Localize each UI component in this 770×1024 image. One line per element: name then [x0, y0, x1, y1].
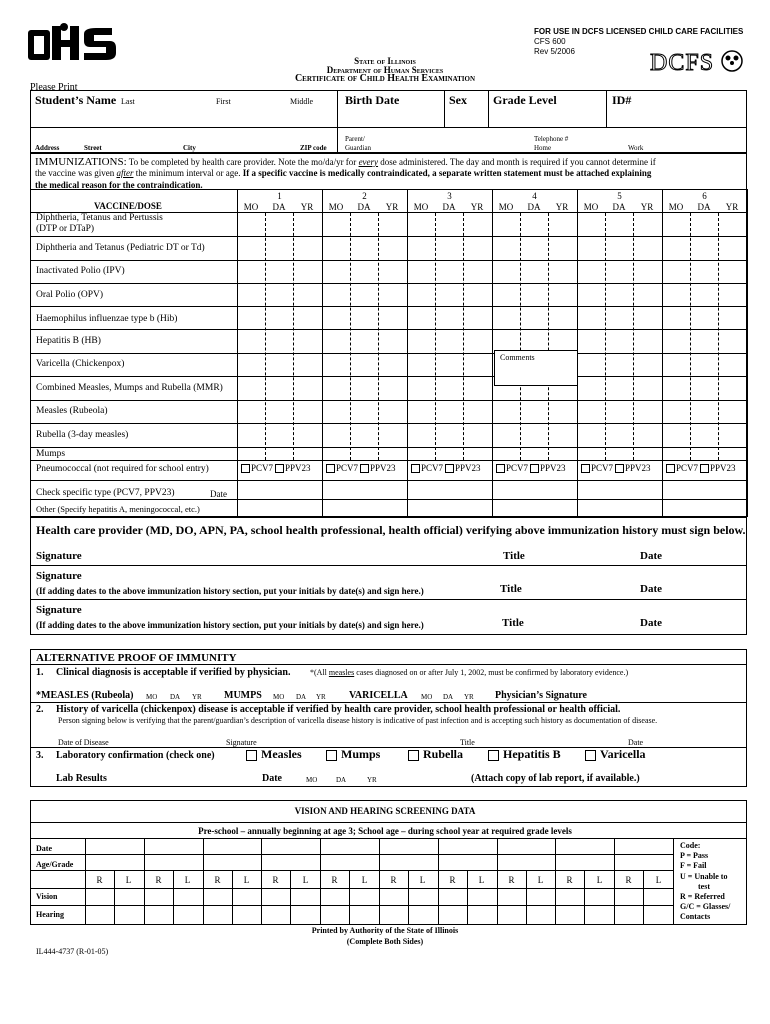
left-ear-eye-label: L — [243, 875, 250, 885]
lab-option-label: Hepatitis B — [503, 747, 561, 761]
vaccine-mmr-label: Combined Measles, Mumps and Rubella (MMR) — [36, 383, 223, 393]
vision-title: VISION AND HEARING SCREENING DATA — [294, 806, 476, 816]
vision-vision-label: Vision — [36, 892, 58, 901]
initials-note-1: (If adding dates to the above immunization history section, put your initials by date(s) and sign here.) — [36, 586, 424, 596]
vaccine-ipv-label: Inactivated Polio (IPV) — [36, 266, 125, 276]
ppv23-label: PPV23 — [625, 463, 651, 473]
dose-number-header: 5 — [617, 191, 622, 201]
vaccine-row-line — [30, 400, 747, 401]
vision-subtitle: Pre-school – annually beginning at age 3; School age – during school year at required grade levels — [198, 826, 572, 836]
vision-date-label: Date — [36, 844, 52, 853]
dose-number-header: 1 — [277, 191, 282, 201]
dose-mo-header: MO — [583, 202, 599, 212]
lab-option — [326, 747, 380, 762]
mumps-da: DA — [296, 693, 307, 701]
ppv23-label: PPV23 — [285, 463, 311, 473]
check-type-date-label: Date — [210, 489, 227, 499]
certificate-title: Certificate of Child Health Examination — [294, 73, 476, 84]
right-ear-eye-label: R — [566, 875, 573, 885]
left-ear-eye-label: L — [184, 875, 191, 885]
left-ear-eye-label: L — [419, 875, 426, 885]
imm-intro-line-3: the medical reason for the contraindication. — [35, 180, 203, 190]
pcv-ppv-choice — [581, 463, 651, 473]
code-line: F = Fail — [680, 861, 707, 871]
alt-date-label: Date — [628, 738, 644, 747]
vaccine-dt-label: Diphtheria and Tetanus (Pediatric DT or Td) — [36, 243, 205, 253]
pcv7-checkbox[interactable] — [666, 464, 675, 473]
dose-da-header: DA — [442, 202, 456, 212]
lab-option — [585, 747, 646, 762]
initials-note-2: (If adding dates to the above immunization history section, put your initials by date(s) and sign here.) — [36, 620, 424, 630]
lab-option-checkbox[interactable] — [585, 750, 596, 761]
lab-option — [246, 747, 302, 762]
dose-mo-header: MO — [328, 202, 344, 212]
vaccine-row-line — [30, 460, 747, 461]
title-2-label: Title — [500, 583, 522, 595]
vaccine-row-line — [30, 353, 747, 354]
vision-row-line — [30, 888, 673, 889]
vaccine-pneumococcal-label: Pneumococcal (not required for school entry) — [36, 464, 209, 474]
imm-intro-2b: after — [116, 168, 134, 178]
left-ear-eye-label: L — [125, 875, 132, 885]
imm-intro-line-1 — [35, 156, 656, 168]
pcv7-label: PCV7 — [336, 463, 359, 473]
form-number: IL444-4737 (R-01-05) — [36, 947, 109, 956]
date-3-label: Date — [640, 617, 662, 629]
imm-heading: IMMUNIZATIONS: — [35, 156, 127, 168]
ppv23-checkbox[interactable] — [530, 464, 539, 473]
please-print: Please Print — [30, 82, 78, 93]
pcv-ppv-choice — [496, 463, 566, 473]
vaccine-row-line — [30, 236, 747, 237]
ppv23-checkbox[interactable] — [445, 464, 454, 473]
work-label: Work — [628, 144, 644, 152]
measles-label: *MEASLES (Rubeola) — [36, 690, 134, 701]
dose-number-header: 2 — [362, 191, 367, 201]
street-label: Street — [84, 144, 102, 152]
lab-mo: MO — [306, 776, 318, 784]
vaccine-check-type-label: Check specific type (PCV7, PPV23) — [36, 488, 175, 498]
date-1-label: Date — [640, 550, 662, 562]
vision-hearing-label: Hearing — [36, 910, 64, 919]
vaccine-row-line — [30, 260, 747, 261]
lab-option-checkbox[interactable] — [488, 750, 499, 761]
vaccine-rubella-label: Rubella (3-day measles) — [36, 430, 129, 440]
ppv23-label: PPV23 — [540, 463, 566, 473]
dose-number-header: 3 — [447, 191, 452, 201]
code-line: G/C = Glasses/ — [680, 902, 731, 912]
vision-row-line — [30, 905, 673, 906]
pcv7-checkbox[interactable] — [241, 464, 250, 473]
lab-option-label: Varicella — [600, 747, 646, 761]
imm-intro-2c: the minimum interval or age. — [133, 168, 243, 178]
last-label: Last — [121, 97, 135, 106]
lab-da: DA — [336, 776, 347, 784]
vaccine-row-line — [30, 306, 747, 307]
left-ear-eye-label: L — [361, 875, 368, 885]
alt-signature-label: Signature — [226, 738, 257, 747]
dose-mo-header: MO — [413, 202, 429, 212]
code-line: Code: — [680, 841, 701, 850]
pcv7-label: PCV7 — [251, 463, 274, 473]
lab-yr: YR — [367, 776, 377, 784]
varicella-history: History of varicella (chickenpox) disease is acceptable if verified by health care provider, school health professional or health official. — [56, 704, 621, 715]
lab-option-checkbox[interactable] — [326, 750, 337, 761]
student-name-label: Student’s Name — [35, 93, 117, 107]
imm-intro-line-2 — [35, 168, 651, 178]
dose-number-header: 6 — [702, 191, 707, 201]
dose-da-header: DA — [357, 202, 371, 212]
lab-results-label: Lab Results — [56, 773, 107, 784]
ppv23-checkbox[interactable] — [700, 464, 709, 473]
dose-number-header: 4 — [532, 191, 537, 201]
mumps-label: MUMPS — [224, 690, 262, 701]
vaccine-varicella-label: Varicella (Chickenpox) — [36, 359, 125, 369]
city-label: City — [183, 144, 196, 152]
parent-label: Parent/ — [345, 135, 365, 143]
mumps-mo: MO — [273, 693, 285, 701]
dose-yr-header: YR — [470, 202, 484, 212]
ppv23-checkbox[interactable] — [275, 464, 284, 473]
code-line: R = Referred — [680, 892, 725, 902]
middle-label: Middle — [290, 97, 314, 106]
use-line-1: FOR USE IN DCFS LICENSED CHILD CARE FACILITIES — [534, 27, 744, 36]
pcv7-label: PCV7 — [506, 463, 529, 473]
right-ear-eye-label: R — [508, 875, 515, 885]
imm-intro-1a: To be completed by health care provider. Note the mo/da/yr for — [128, 157, 359, 167]
pcv7-checkbox[interactable] — [326, 464, 335, 473]
dose-col-divider — [747, 189, 748, 517]
lab-confirmation-label: Laboratory confirmation (check one) — [56, 750, 215, 761]
alt-1-num: 1. — [36, 667, 44, 678]
measles-mo: MO — [146, 693, 158, 701]
vaccine-row-line — [30, 480, 747, 481]
lab-option-checkbox[interactable] — [246, 750, 257, 761]
left-ear-eye-label: L — [655, 875, 662, 885]
alt-title-label: Title — [460, 738, 475, 747]
right-ear-eye-label: R — [449, 875, 456, 885]
left-ear-eye-label: L — [302, 875, 309, 885]
signature-3-label: Signature — [36, 604, 82, 616]
vision-code-legend — [680, 841, 730, 923]
dose-mo-header: MO — [668, 202, 684, 212]
use-line-3: Rev 5/2006 — [534, 47, 575, 56]
mumps-yr: YR — [316, 693, 326, 701]
lab-option-checkbox[interactable] — [408, 750, 419, 761]
vaccine-dtp-sub-label: (DTP or DTaP) — [36, 224, 95, 234]
guardian-label: Guardian — [345, 144, 372, 152]
pcv7-label: PCV7 — [591, 463, 614, 473]
vision-age-label: Age/Grade — [36, 860, 74, 869]
person-signing-note: Person signing below is verifying that the parent/guardian’s description of varicella disease history is indicative of past infection and is accepting such history as documentation of disease. — [58, 716, 658, 725]
vaccine-row-line — [30, 283, 747, 284]
title-3-label: Title — [502, 617, 524, 629]
zip-label: ZIP code — [300, 144, 327, 152]
ppv23-label: PPV23 — [455, 463, 481, 473]
code-line: P = Pass — [680, 851, 709, 861]
first-label: First — [216, 97, 231, 106]
alt-proof-heading: ALTERNATIVE PROOF OF IMMUNITY — [36, 652, 237, 664]
vision-box — [30, 800, 747, 925]
varicella-yr: YR — [464, 693, 474, 701]
dose-da-header: DA — [697, 202, 711, 212]
vaccine-row-line — [30, 447, 747, 448]
grid-top-line — [30, 189, 747, 190]
pcv7-label: PCV7 — [676, 463, 699, 473]
telephone-label: Telephone # — [534, 135, 569, 143]
title-1-label: Title — [503, 550, 525, 562]
right-ear-eye-label: R — [390, 875, 397, 885]
measles-da: DA — [170, 693, 181, 701]
dose-da-header: DA — [272, 202, 286, 212]
dose-mo-header: MO — [243, 202, 259, 212]
physician-signature-label: Physician’s Signature — [495, 690, 587, 701]
right-ear-eye-label: R — [625, 875, 632, 885]
dose-yr-header: YR — [725, 202, 739, 212]
lab-option-label: Measles — [261, 747, 302, 761]
birth-date-label: Birth Date — [345, 93, 400, 107]
lab-option-label: Rubella — [423, 747, 464, 761]
dose-da-header: DA — [527, 202, 541, 212]
date-2-label: Date — [640, 583, 662, 595]
measles-note — [310, 668, 628, 677]
comments-label: Comments — [500, 353, 535, 362]
measles-note-c: cases diagnosed on or after July 1, 2002, must be confirmed by laboratory evidence.) — [354, 668, 629, 677]
measles-note-b: measles — [328, 668, 355, 677]
right-ear-eye-label: R — [96, 875, 103, 885]
ppv23-label: PPV23 — [710, 463, 736, 473]
right-ear-eye-label: R — [331, 875, 338, 885]
dcfs-logo-text: DCFS — [650, 50, 715, 76]
pcv7-checkbox[interactable] — [581, 464, 590, 473]
printed-by-authority: Printed by Authority of the State of Illinois — [311, 926, 459, 935]
left-ear-eye-label: L — [537, 875, 544, 885]
complete-both-sides: (Complete Both Sides) — [346, 937, 424, 946]
dose-yr-header: YR — [385, 202, 399, 212]
vaccine-row-line — [30, 376, 747, 377]
code-line: test — [698, 881, 710, 891]
imm-intro-2a: the vaccine was given — [35, 168, 117, 178]
provider-statement: Health care provider (MD, DO, APN, PA, school health professional, health official) verifying above immunization history must sign below. — [36, 523, 746, 537]
date-of-disease-label: Date of Disease — [58, 738, 109, 747]
home-label: Home — [534, 144, 552, 152]
vision-col-divider — [673, 838, 674, 925]
ppv23-label: PPV23 — [370, 463, 396, 473]
left-ear-eye-label: L — [478, 875, 485, 885]
use-line-2: CFS 600 — [534, 37, 566, 46]
vaccine-measles-label: Measles (Rubeola) — [36, 406, 108, 416]
pcv-ppv-choice — [326, 463, 396, 473]
vision-row-line — [30, 854, 673, 855]
alt-2-num: 2. — [36, 704, 44, 715]
dose-yr-header: YR — [555, 202, 569, 212]
vision-row-line — [30, 870, 673, 871]
varicella-mo: MO — [421, 693, 433, 701]
dose-yr-header: YR — [640, 202, 654, 212]
vaccine-hepb-label: Hepatitis B (HB) — [36, 336, 101, 346]
imm-intro-2d: If a specific vaccine is medically contraindicated, a separate written statement must be attached explaining — [242, 168, 652, 178]
pcv7-checkbox[interactable] — [411, 464, 420, 473]
pcv7-checkbox[interactable] — [496, 464, 505, 473]
clinical-diagnosis: Clinical diagnosis is acceptable if verified by physician. — [56, 667, 291, 678]
dose-yr-header: YR — [300, 202, 314, 212]
varicella-da: DA — [443, 693, 454, 701]
lab-option-label: Mumps — [341, 747, 381, 761]
signature-1-label: Signature — [36, 550, 82, 562]
imm-intro-1b: every — [358, 157, 379, 167]
measles-yr: YR — [192, 693, 202, 701]
alt-3-num: 3. — [36, 750, 44, 761]
vaccine-row-line — [30, 423, 747, 424]
dose-da-header: DA — [612, 202, 626, 212]
vaccine-row-line — [30, 499, 747, 500]
vaccine-dtp-label: Diphtheria, Tetanus and Pertussis — [36, 213, 163, 223]
pcv-ppv-choice — [241, 463, 311, 473]
lab-date-label: Date — [262, 773, 282, 784]
pcv7-label: PCV7 — [421, 463, 444, 473]
pcv-ppv-choice — [666, 463, 736, 473]
vaccine-other-label: Other (Specify hepatitis A, meningococcal, etc.) — [36, 504, 200, 514]
dose-mo-header: MO — [498, 202, 514, 212]
vaccine-opv-label: Oral Polio (OPV) — [36, 290, 104, 300]
measles-note-a: *(All — [310, 668, 329, 677]
left-ear-eye-label: L — [596, 875, 603, 885]
vaccine-dose-header: VACCINE/DOSE — [94, 201, 162, 211]
varicella-label: VARICELLA — [349, 690, 408, 701]
sex-label: Sex — [449, 93, 467, 107]
right-ear-eye-label: R — [155, 875, 162, 885]
ppv23-checkbox[interactable] — [615, 464, 624, 473]
code-line: U = Unable to — [680, 871, 728, 881]
code-line: Contacts — [680, 912, 711, 922]
vaccine-hib-label: Haemophilus influenzae type b (Hib) — [36, 314, 178, 324]
id-label: ID# — [612, 93, 632, 107]
signature-2-label: Signature — [36, 570, 82, 582]
right-ear-eye-label: R — [214, 875, 221, 885]
lab-option — [408, 747, 463, 762]
ppv23-checkbox[interactable] — [360, 464, 369, 473]
vaccine-row-line — [30, 329, 747, 330]
right-ear-eye-label: R — [272, 875, 279, 885]
attach-lab-report: (Attach copy of lab report, if available.) — [471, 773, 640, 784]
pcv-ppv-choice — [411, 463, 481, 473]
vaccine-mumps-label: Mumps — [36, 449, 66, 459]
dept-label: Department of Human Services — [326, 65, 444, 75]
grade-level-label: Grade Level — [493, 93, 557, 107]
lab-option — [488, 747, 561, 762]
state-label: State of Illinois — [354, 56, 416, 66]
imm-intro-1c: dose administered. The day and month is required if you cannot determine if — [378, 157, 656, 167]
address-label: Address — [35, 144, 60, 152]
